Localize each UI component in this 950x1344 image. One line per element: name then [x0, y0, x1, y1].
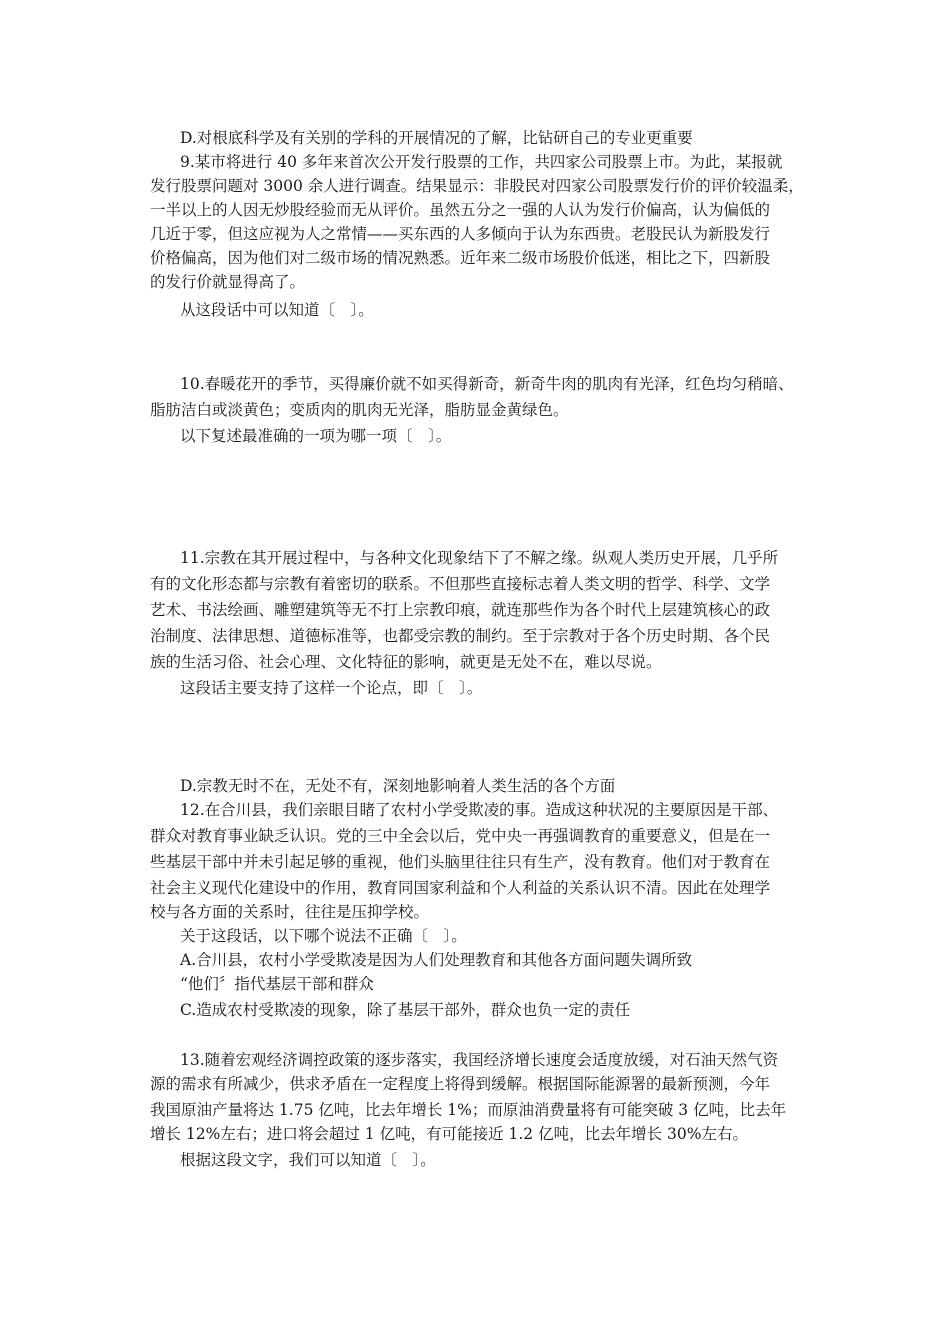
q9-line-5: 价格偏高，因为他们对二级市场的情况熟悉。近年来二级市场股价低迷，相比之下，四新股 — [150, 249, 771, 267]
q12-option-c: C.造成农村受欺凌的现象，除了基层干部外，群众也负一定的责任 — [180, 1001, 631, 1019]
q13-question: 根据这段文字，我们可以知道〔 〕。 — [180, 1151, 436, 1169]
q12-option-a: A.合川县，农村小学受欺凌是因为人们处理教育和其他各方面问题失调所致 — [180, 951, 693, 969]
q8-option-d: D.对根底科学及有关别的学科的开展情况的了解，比钻研自己的专业更重要 — [180, 129, 693, 147]
q13-line-1: 13.随着宏观经济调控政策的逐步落实，我国经济增长速度会适度放缓，对石油天然气资 — [180, 1051, 779, 1069]
q13-line-3: 我国原油产量将达 1.75 亿吨，比去年增长 1%；而原油消费量将有可能突破 3 亿吨，比去年 — [150, 1101, 787, 1119]
q12-line-5: 校与各方面的关系时，往往是压抑学校。 — [150, 903, 430, 921]
q12-line-4: 社会主义现代化建设中的作用，教育同国家利益和个人利益的关系认识不清。因此在处理学 — [150, 879, 771, 897]
q10-line-1: 10.春暖花开的季节，买得廉价就不如买得新奇，新奇牛肉的肌肉有光泽，红色均匀稍暗、 — [180, 375, 794, 393]
q9-line-1: 9.某市将进行 40 多年来首次公开发行股票的工作，共四家公司股票上市。为此，某报就 — [180, 153, 783, 171]
q11-line-5: 族的生活习俗、社会心理、文化特征的影响，就更是无处不在，难以尽说。 — [150, 653, 662, 671]
document-page — [150, 0, 840, 1344]
q10-line-2: 脂肪洁白或淡黄色；变质肉的肌肉无光泽，脂肪显金黄绿色。 — [150, 401, 569, 419]
q10-question: 以下复述最准确的一项为哪一项〔 〕。 — [180, 427, 452, 445]
q11-line-4: 治制度、法律思想、道德标准等，也都受宗教的制约。至于宗教对于各个历史时期、各个民 — [150, 627, 771, 645]
q11-line-3: 艺术、书法绘画、雕塑建筑等无不打上宗教印痕，就连那些作为各个时代上层建筑核心的政 — [150, 601, 771, 619]
q12-line-2: 群众对教育事业缺乏认识。党的三中全会以后，党中央一再强调教育的重要意义，但是在一 — [150, 827, 771, 845]
q9-line-6: 的发行价就显得高了。 — [150, 273, 306, 291]
q9-line-3: 一半以上的人因无炒股经验而无从评价。虽然五分之一强的人认为发行价偏高，认为偏低的 — [150, 201, 771, 219]
q11-line-2: 有的文化形态都与宗教有着密切的联系。不但那些直接标志着人类文明的哲学、科学、文学 — [150, 575, 771, 593]
q12-option-b: “他们〞指代基层干部和群众 — [180, 975, 374, 993]
q13-line-2: 源的需求有所减少，供求矛盾在一定程度上将得到缓解。根据国际能源署的最新预测，今年 — [150, 1075, 771, 1093]
q12-line-3: 些基层干部中并未引起足够的重视，他们头脑里往往只有生产，没有教育。他们对于教育在 — [150, 853, 771, 871]
q12-question: 关于这段话，以下哪个说法不正确〔 〕。 — [180, 927, 467, 945]
q12-line-1: 12.在合川县，我们亲眼目睹了农村小学受欺凌的事。造成这种状况的主要原因是干部、 — [180, 801, 779, 819]
q9-line-4: 几近于零，但这应视为人之常情——买东西的人多倾向于认为东西贵。老股民认为新股发行 — [150, 225, 771, 243]
q13-line-4: 增长 12%左右；进口将会超过 1 亿吨，有可能接近 1.2 亿吨，比去年增长 30%左右。 — [150, 1125, 748, 1143]
q11-line-1: 11.宗教在其开展过程中，与各种文化现象结下了不解之缘。纵观人类历史开展，几乎所 — [180, 549, 779, 567]
q11-option-d: D.宗教无时不在，无处不有，深刻地影响着人类生活的各个方面 — [180, 777, 616, 795]
q9-line-2: 发行股票问题对 3000 余人进行调查。结果显示：非股民对四家公司股票发行价的评价较温柔， — [150, 177, 804, 195]
q9-question: 从这段话中可以知道〔 〕。 — [180, 301, 374, 319]
q11-question: 这段话主要支持了这样一个论点，即〔 〕。 — [180, 679, 483, 697]
